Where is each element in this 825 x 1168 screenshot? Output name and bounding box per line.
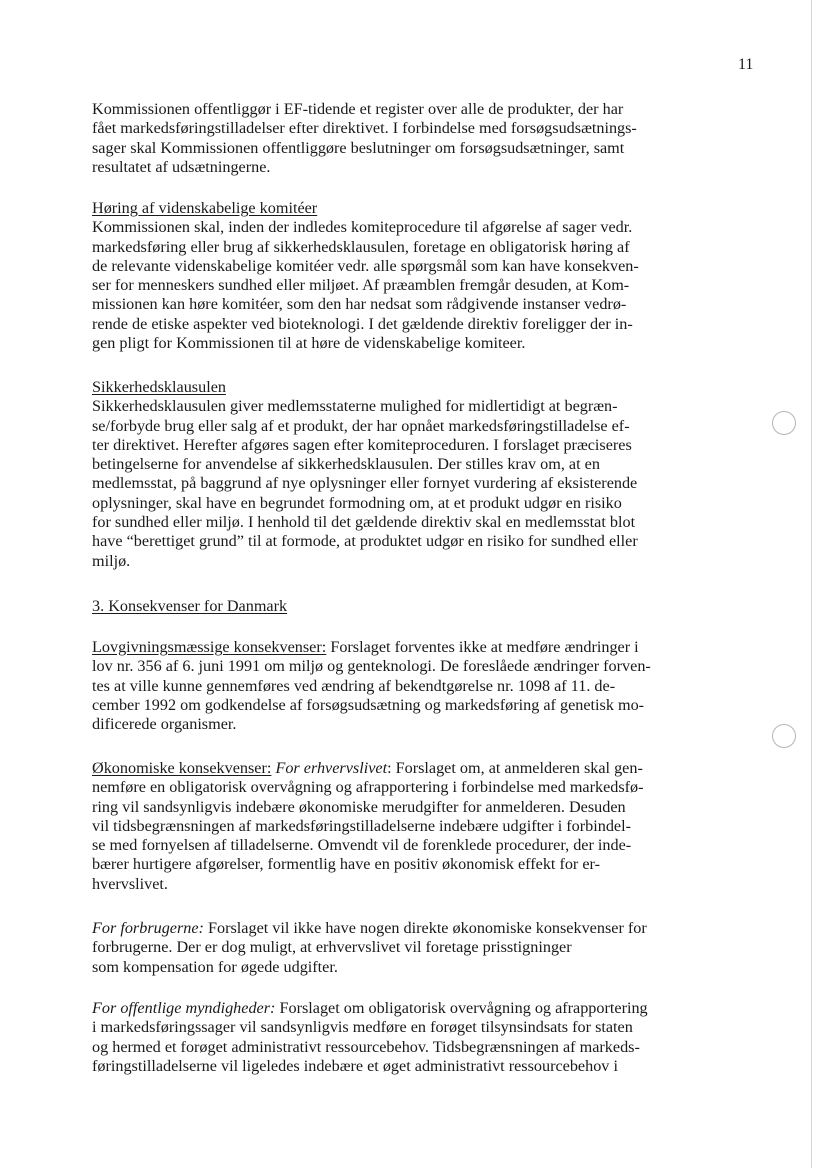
text-line: Kommissionen skal, inden der indledes komiteprocedure til afgørelse af sager vedr. [92,218,633,237]
text-line: og hermed et forøget administrativt ressourcebehov. Tidsbegrænsningen af markeds- [92,1037,640,1056]
text-line: føringstilladelserne vil ligeledes indebære et øget administrativt ressourcebehov i [92,1056,618,1075]
inline-label: Økonomiske konsekvenser: [92,759,272,777]
inline-text: : Forslaget om, at anmelderen skal gen- [387,759,643,777]
text-line: miljø. [92,551,131,570]
section-myndigheder [92,999,764,1076]
text-line [92,919,764,938]
text-line: rende de etiske aspekter ved bioteknologi. I det gældende direktiv foreligger der in- [92,314,633,333]
intro-paragraph [92,100,764,177]
text-line: sager skal Kommissionen offentliggøre beslutninger om forsøgsudsætninger, samt [92,138,625,157]
text-line: ter direktivet. Herefter afgøres sagen efter komiteproceduren. I forslaget præciseres [92,435,632,454]
page-number: 11 [738,56,754,73]
section-lovgivning [92,638,764,734]
text-line: missionen kan høre komitéer, som den har nedsat som rådgivende instanser vedrø- [92,295,627,314]
text-line: som kompensation for øgede udgifter. [92,957,338,976]
text-line: medlemsstat, på baggrund af nye oplysninger eller fornyet vurdering af eksisterende [92,474,638,493]
text-line: dificerede organismer. [92,715,237,734]
text-line: markedsføring eller brug af sikkerhedsklausulen, foretage en obligatorisk høring af [92,237,630,256]
punch-hole-lower [772,724,796,748]
inline-italic: For erhvervslivet [275,759,388,777]
inline-italic: For offentlige myndigheder: [92,999,276,1017]
text-line: for sundhed eller miljø. I henhold til det gældende direktiv skal en medlemsstat blot [92,513,636,532]
text-line: Kommissionen offentliggør i EF-tidende et register over alle de produkter, der har [92,100,624,118]
text-line: gen pligt for Kommissionen til at høre de videnskabelige komiteer. [92,334,526,353]
text-line [92,759,764,778]
text-line: hvervslivet. [92,874,168,893]
inline-text: Forslaget forventes ikke at medføre ændringer i [326,638,639,656]
section-forbrugerne [92,919,764,977]
text-line: fået markedsføringstilladelser efter direktivet. I forbindelse med forsøgsudsætnings- [92,119,637,138]
text-line: betingelserne for anvendelse af sikkerhedsklausulen. Der stilles krav om, at en [92,455,600,474]
section-hoering [92,199,764,353]
text-line: se/forbyde brug eller salg af et produkt, der har opnået markedsføringstilladelse ef- [92,416,630,435]
text-line: nemføre en obligatorisk overvågning og afrapportering i forbindelse med markedsfø- [92,778,644,797]
text-line: Sikkerhedsklausulen giver medlemsstaterne mulighed for midlertidigt at begræn- [92,397,618,416]
text-line: vil tidsbegrænsningen af markedsføringstilladelserne indebære udgifter i forbindel- [92,816,631,835]
text-line: forbrugerne. Der er dog muligt, at erhvervslivet vil foretage prisstigninger [92,938,572,957]
inline-text: Forslaget om obligatorisk overvågning og afrapportering [275,999,648,1017]
punch-hole-upper [772,411,796,435]
text-line [92,999,764,1018]
text-line [92,638,764,657]
text-line: bærer hurtigere afgørelser, formentlig have en positiv økonomisk effekt for er- [92,855,601,874]
section-oekonomi [92,759,764,894]
chapter-heading: 3. Konsekvenser for Danmark [92,597,288,615]
text-line: se med fornyelsen af tilladelserne. Omvendt vil de forenklede procedurer, der inde- [92,836,632,855]
section-heading: Høring af videnskabelige komitéer [92,199,318,217]
inline-italic: For forbrugerne: [92,919,204,937]
section-heading: Sikkerhedsklausulen [92,378,226,396]
scan-edge-line [811,0,812,1168]
text-line: ring vil sandsynligvis indebære økonomiske merudgifter for anmelderen. Desuden [92,797,626,816]
text-line: cember 1992 om godkendelse af forsøgsudsætning og markedsføring af genetisk mo- [92,695,645,714]
text-line: de relevante videnskabelige komitéer vedr. alle spørgsmål som kan have konsekven- [92,256,639,275]
text-line: lov nr. 356 af 6. juni 1991 om miljø og genteknologi. De foreslåede ændringer forven- [92,657,651,676]
text-line: oplysninger, skal have en begrundet formodning om, at et produkt udgør en risiko [92,493,622,512]
section-sikkerhedsklausulen [92,378,764,571]
inline-label: Lovgivningsmæssige konsekvenser: [92,638,327,656]
text-line: tes at ville kunne gennemføres ved ændring af bekendtgørelse nr. 1098 af 11. de- [92,676,616,695]
text-line: i markedsføringssager vil sandsynligvis medføre en forøget tilsynsindsats for staten [92,1018,633,1037]
text-line: have “berettiget grund” til at formode, at produktet udgør en risiko for sundhed eller [92,532,638,551]
text-line: resultatet af udsætningerne. [92,157,271,176]
inline-text: Forslaget vil ikke have nogen direkte økonomiske konsekvenser for [203,919,647,937]
section-konsekvenser [92,597,764,616]
text-line: ser for menneskers sundhed eller miljøet. Af præamblen fremgår desuden, at Kom- [92,276,630,295]
